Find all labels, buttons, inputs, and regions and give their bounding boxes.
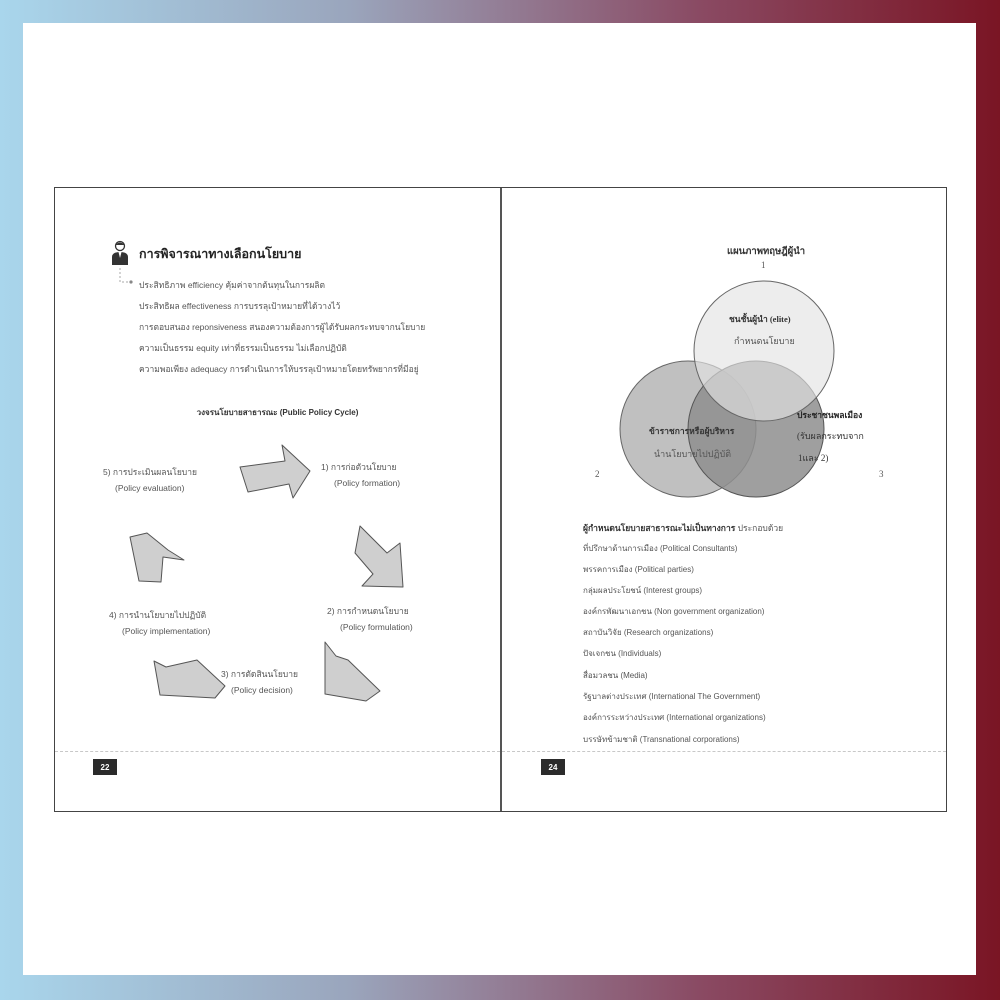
informal-item: บรรษัทข้ามชาติ (Transnational corporations): [583, 735, 740, 744]
venn-right-sub: 1และ 2): [798, 453, 829, 463]
venn-left-sub: นำนโยบายไปปฏิบัติ: [654, 449, 732, 459]
informal-item: ที่ปรึกษาด้านการเมือง (Political Consultants): [583, 544, 738, 553]
cycle-step-2-th: 2) การกำหนดนโยบาย: [327, 606, 409, 616]
informal-item: ปัจเจกชน (Individuals): [583, 649, 662, 658]
cycle-arrow-3: [325, 642, 380, 701]
cycle-step-5-th: 5) การประเมินผลนโยบาย: [103, 467, 197, 477]
cycle-step-4-en: (Policy implementation): [122, 626, 211, 636]
right-page: [502, 188, 946, 811]
cycle-step-5-en: (Policy evaluation): [115, 483, 185, 493]
criteria-item: ความพอเพียง adequacy การดำเนินการให้บรรลุเป้าหมายโดยทรัพยากรที่มีอยู่: [139, 364, 419, 374]
informal-item: พรรคการเมือง (Political parties): [583, 565, 694, 574]
informal-item: กลุ่มผลประโยชน์ (Interest groups): [583, 586, 703, 595]
informal-heading: [583, 521, 783, 535]
informal-item: สถาบันวิจัย (Research organizations): [583, 628, 714, 637]
informal-item: สื่อมวลชน (Media): [583, 671, 648, 680]
venn-top-sub: กำหนดนโยบาย: [734, 336, 795, 346]
venn-top-label: ชนชั้นผู้นำ (elite): [729, 314, 791, 324]
section-heading: การพิจารณาทางเลือกนโยบาย: [139, 247, 302, 261]
cycle-arrow-1: [240, 445, 310, 498]
criteria-item: ประสิทธิภาพ efficiency คุ้มค่าจากต้นทุนในการผลิต: [139, 280, 326, 290]
left-page: [55, 188, 500, 811]
cycle-step-2-en: (Policy formulation): [340, 622, 413, 632]
venn-number-2: 2: [595, 469, 600, 479]
page-number: 22: [93, 759, 117, 775]
informal-item: องค์กรพัฒนาเอกชน (Non government organization): [583, 607, 765, 616]
cycle-step-4-th: 4) การนำนโยบายไปปฏิบัติ: [109, 610, 207, 620]
page-number: 24: [541, 759, 565, 775]
cycle-arrow-4: [154, 660, 225, 698]
diagram-title: แผนภาพทฤษฎีผู้นำ: [726, 247, 806, 257]
cycle-title: วงจรนโยบายสาธารณะ (Public Policy Cycle): [196, 408, 359, 417]
venn-right-label: ประชาชนพลเมือง: [797, 410, 863, 420]
cycle-step-3-en: (Policy decision): [231, 685, 293, 695]
criteria-item: การตอบสนอง reponsiveness สนองความต้องการผู้ได้รับผลกระทบจากนโยบาย: [139, 322, 426, 332]
venn-number-3: 3: [879, 469, 884, 479]
cycle-step-1-th: 1) การก่อตัวนโยบาย: [321, 462, 397, 472]
footer-rule: [55, 751, 500, 752]
venn-right-sub: (รับผลกระทบจาก: [797, 431, 864, 441]
criteria-item: ประสิทธิผล effectiveness การบรรลุเป้าหมายที่ได้วางไว้: [139, 301, 341, 311]
venn-circle-top: [694, 281, 834, 421]
cycle-step-3-th: 3) การตัดสินนโยบาย: [221, 669, 298, 679]
criteria-item: ความเป็นธรรม equity เท่าที่ธรรมเป็นธรรม ไม่เลือกปฏิบัติ: [139, 343, 347, 353]
book-spread: [54, 187, 947, 812]
informal-heading-bold: ผู้กำหนดนโยบายสาธารณะไม่เป็นทางการ: [583, 523, 736, 533]
informal-item: รัฐบาลต่างประเทศ (International The Government): [583, 692, 761, 701]
venn-left-label: ข้าราชการหรือผู้บริหาร: [649, 426, 735, 436]
cycle-arrow-2: [355, 526, 403, 587]
footer-rule: [502, 751, 946, 752]
informal-item: องค์การระหว่างประเทศ (International organizations): [583, 713, 766, 722]
cycle-arrow-5: [130, 533, 184, 582]
venn-number-1: 1: [761, 260, 766, 270]
informal-heading-rest: ประกอบด้วย: [735, 523, 784, 533]
cycle-step-1-en: (Policy formation): [334, 478, 401, 488]
